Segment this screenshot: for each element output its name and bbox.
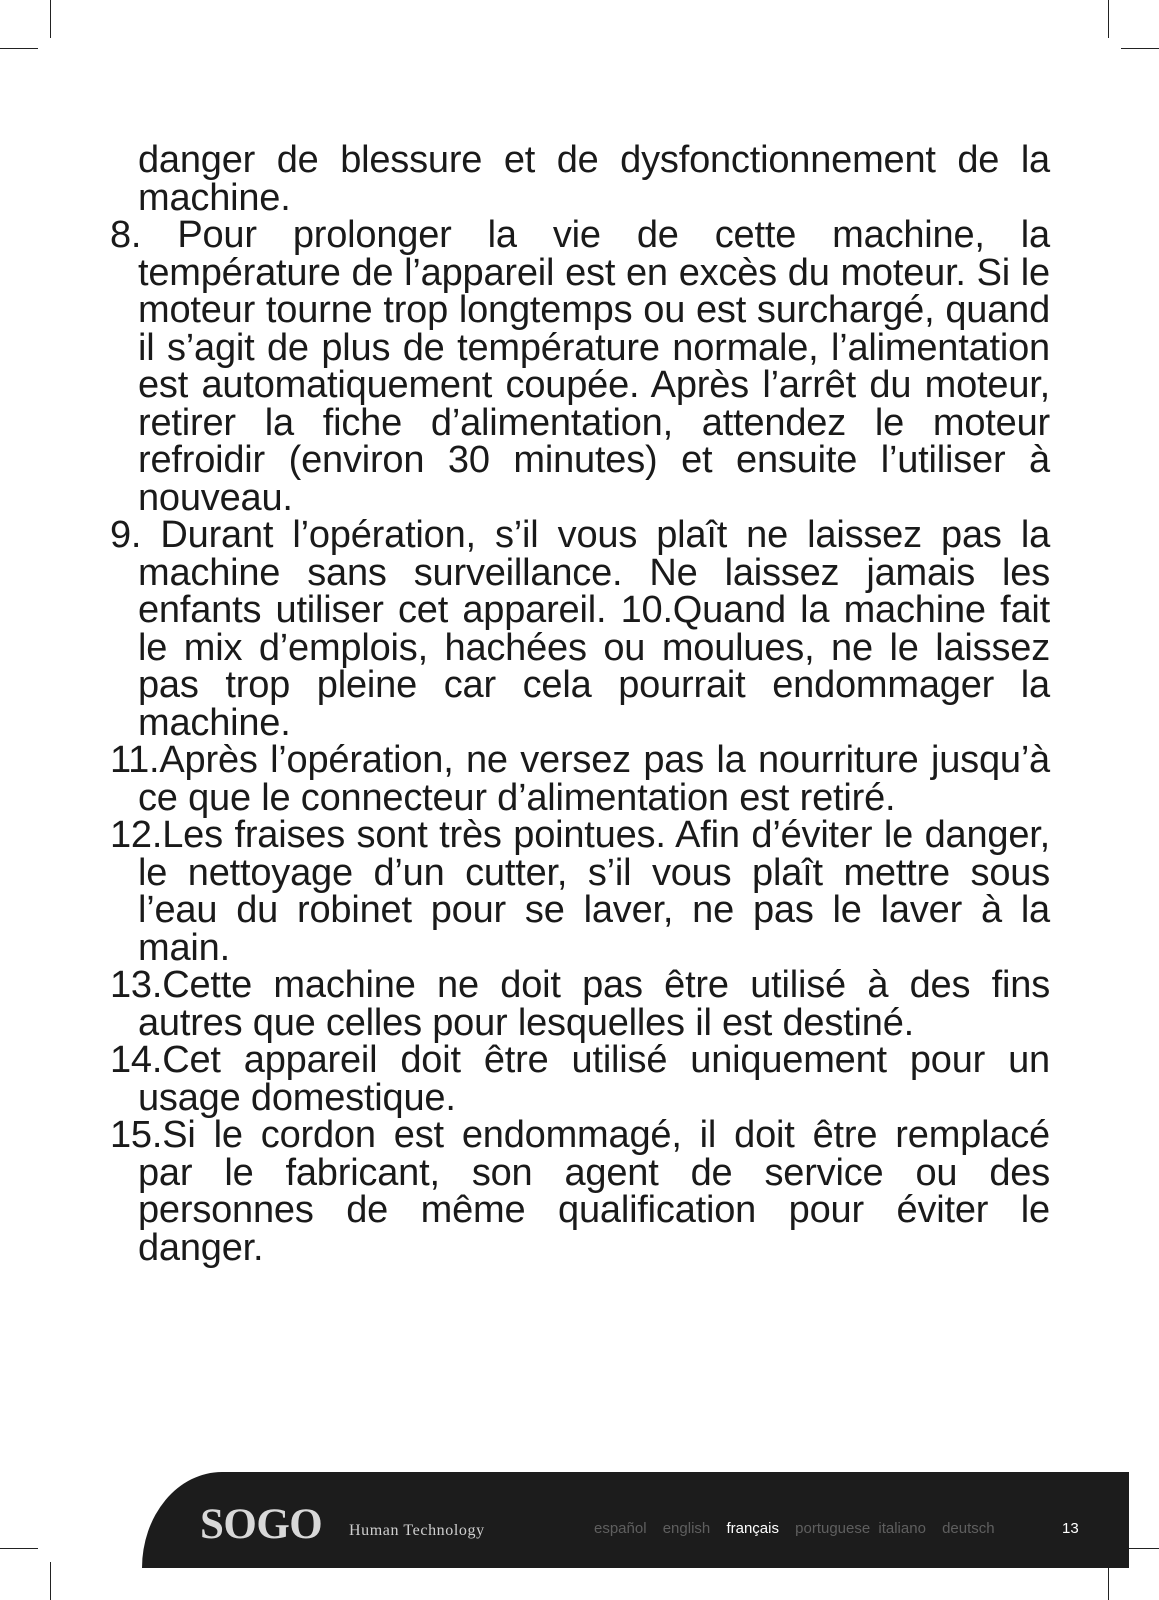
crop-mark (0, 1548, 38, 1549)
item-text: Si le cordon est endommagé, il doit être remplacé par le fabricant, son agent de service ou des personnes de même qualification pour éviter le danger. (138, 1114, 1050, 1269)
item-number: 15. (110, 1114, 163, 1156)
language-list (594, 1520, 1007, 1537)
item-number: 9. (110, 514, 142, 556)
crop-mark (1108, 0, 1109, 38)
crop-mark (0, 48, 38, 49)
item-number: 8. (110, 214, 142, 256)
item-number: 13. (110, 964, 163, 1006)
instruction-item-13 (110, 964, 1050, 1044)
paragraph-text: danger de blessure et de dysfonctionnement de la machine. (138, 139, 1050, 219)
instruction-item-14 (110, 1039, 1050, 1119)
instruction-item-11 (110, 739, 1050, 819)
instruction-item-9 (110, 514, 1050, 744)
instruction-item-12 (110, 814, 1050, 969)
page-number: 13 (1062, 1520, 1079, 1537)
language-pt: portuguese (795, 1520, 871, 1537)
instructions-body (110, 139, 1050, 1269)
crop-mark (1121, 48, 1159, 49)
item-number: 11. (110, 739, 160, 781)
item-text: Cette machine ne doit pas être utilisé à des fins autres que celles pour lesquelles il est destiné. (138, 964, 1050, 1044)
instruction-item-8 (110, 214, 1050, 519)
item-number: 12. (110, 814, 163, 856)
crop-mark (50, 1562, 51, 1600)
item-number: 14. (110, 1039, 163, 1081)
item-text: Durant l’opération, s’il vous plaît ne laissez pas la machine sans surveillance. Ne laissez jamais les enfants utiliser cet appareil. 10.Quand la machine fait le mix d’emplois, hachées ou moulues, ne le laissez pas trop pleine car cela pourrait endommager la machine. (138, 514, 1050, 744)
item-text: Pour prolonger la vie de cette machine, la température de l’appareil est en excès du moteur. Si le moteur tourne trop longtemps ou est surchargé, quand il s’agit de plus de température normale, l’alimentation est automatiquement coupée. Après l’arrêt du moteur, retirer la fiche d’alimentation, attendez le moteur refroidir (environ 30 minutes) et ensuite l’utiliser à nouveau. (138, 214, 1050, 519)
language-de: deutsch (942, 1520, 995, 1537)
item-text: Cet appareil doit être utilisé uniquement pour un usage domestique. (138, 1039, 1050, 1119)
brand-tagline: Human Technology (349, 1522, 485, 1539)
instruction-item-15 (110, 1114, 1050, 1269)
crop-mark (50, 0, 51, 38)
item-text: Les fraises sont très pointues. Afin d’éviter le danger, le nettoyage d’un cutter, s’il vous plaît mettre sous l’eau du robinet pour se laver, ne pas le laver à la main. (138, 814, 1050, 969)
page-footer (142, 1472, 1129, 1568)
language-en: english (662, 1520, 711, 1537)
language-fr: français (726, 1520, 779, 1537)
language-it: italiano (878, 1520, 926, 1537)
paragraph-continuation (110, 139, 1050, 219)
language-es: español (594, 1520, 647, 1537)
brand-logo: SOGO (200, 1501, 323, 1548)
item-text: Après l’opération, ne versez pas la nourriture jusqu’à ce que le connecteur d’alimentation est retiré. (138, 739, 1050, 819)
